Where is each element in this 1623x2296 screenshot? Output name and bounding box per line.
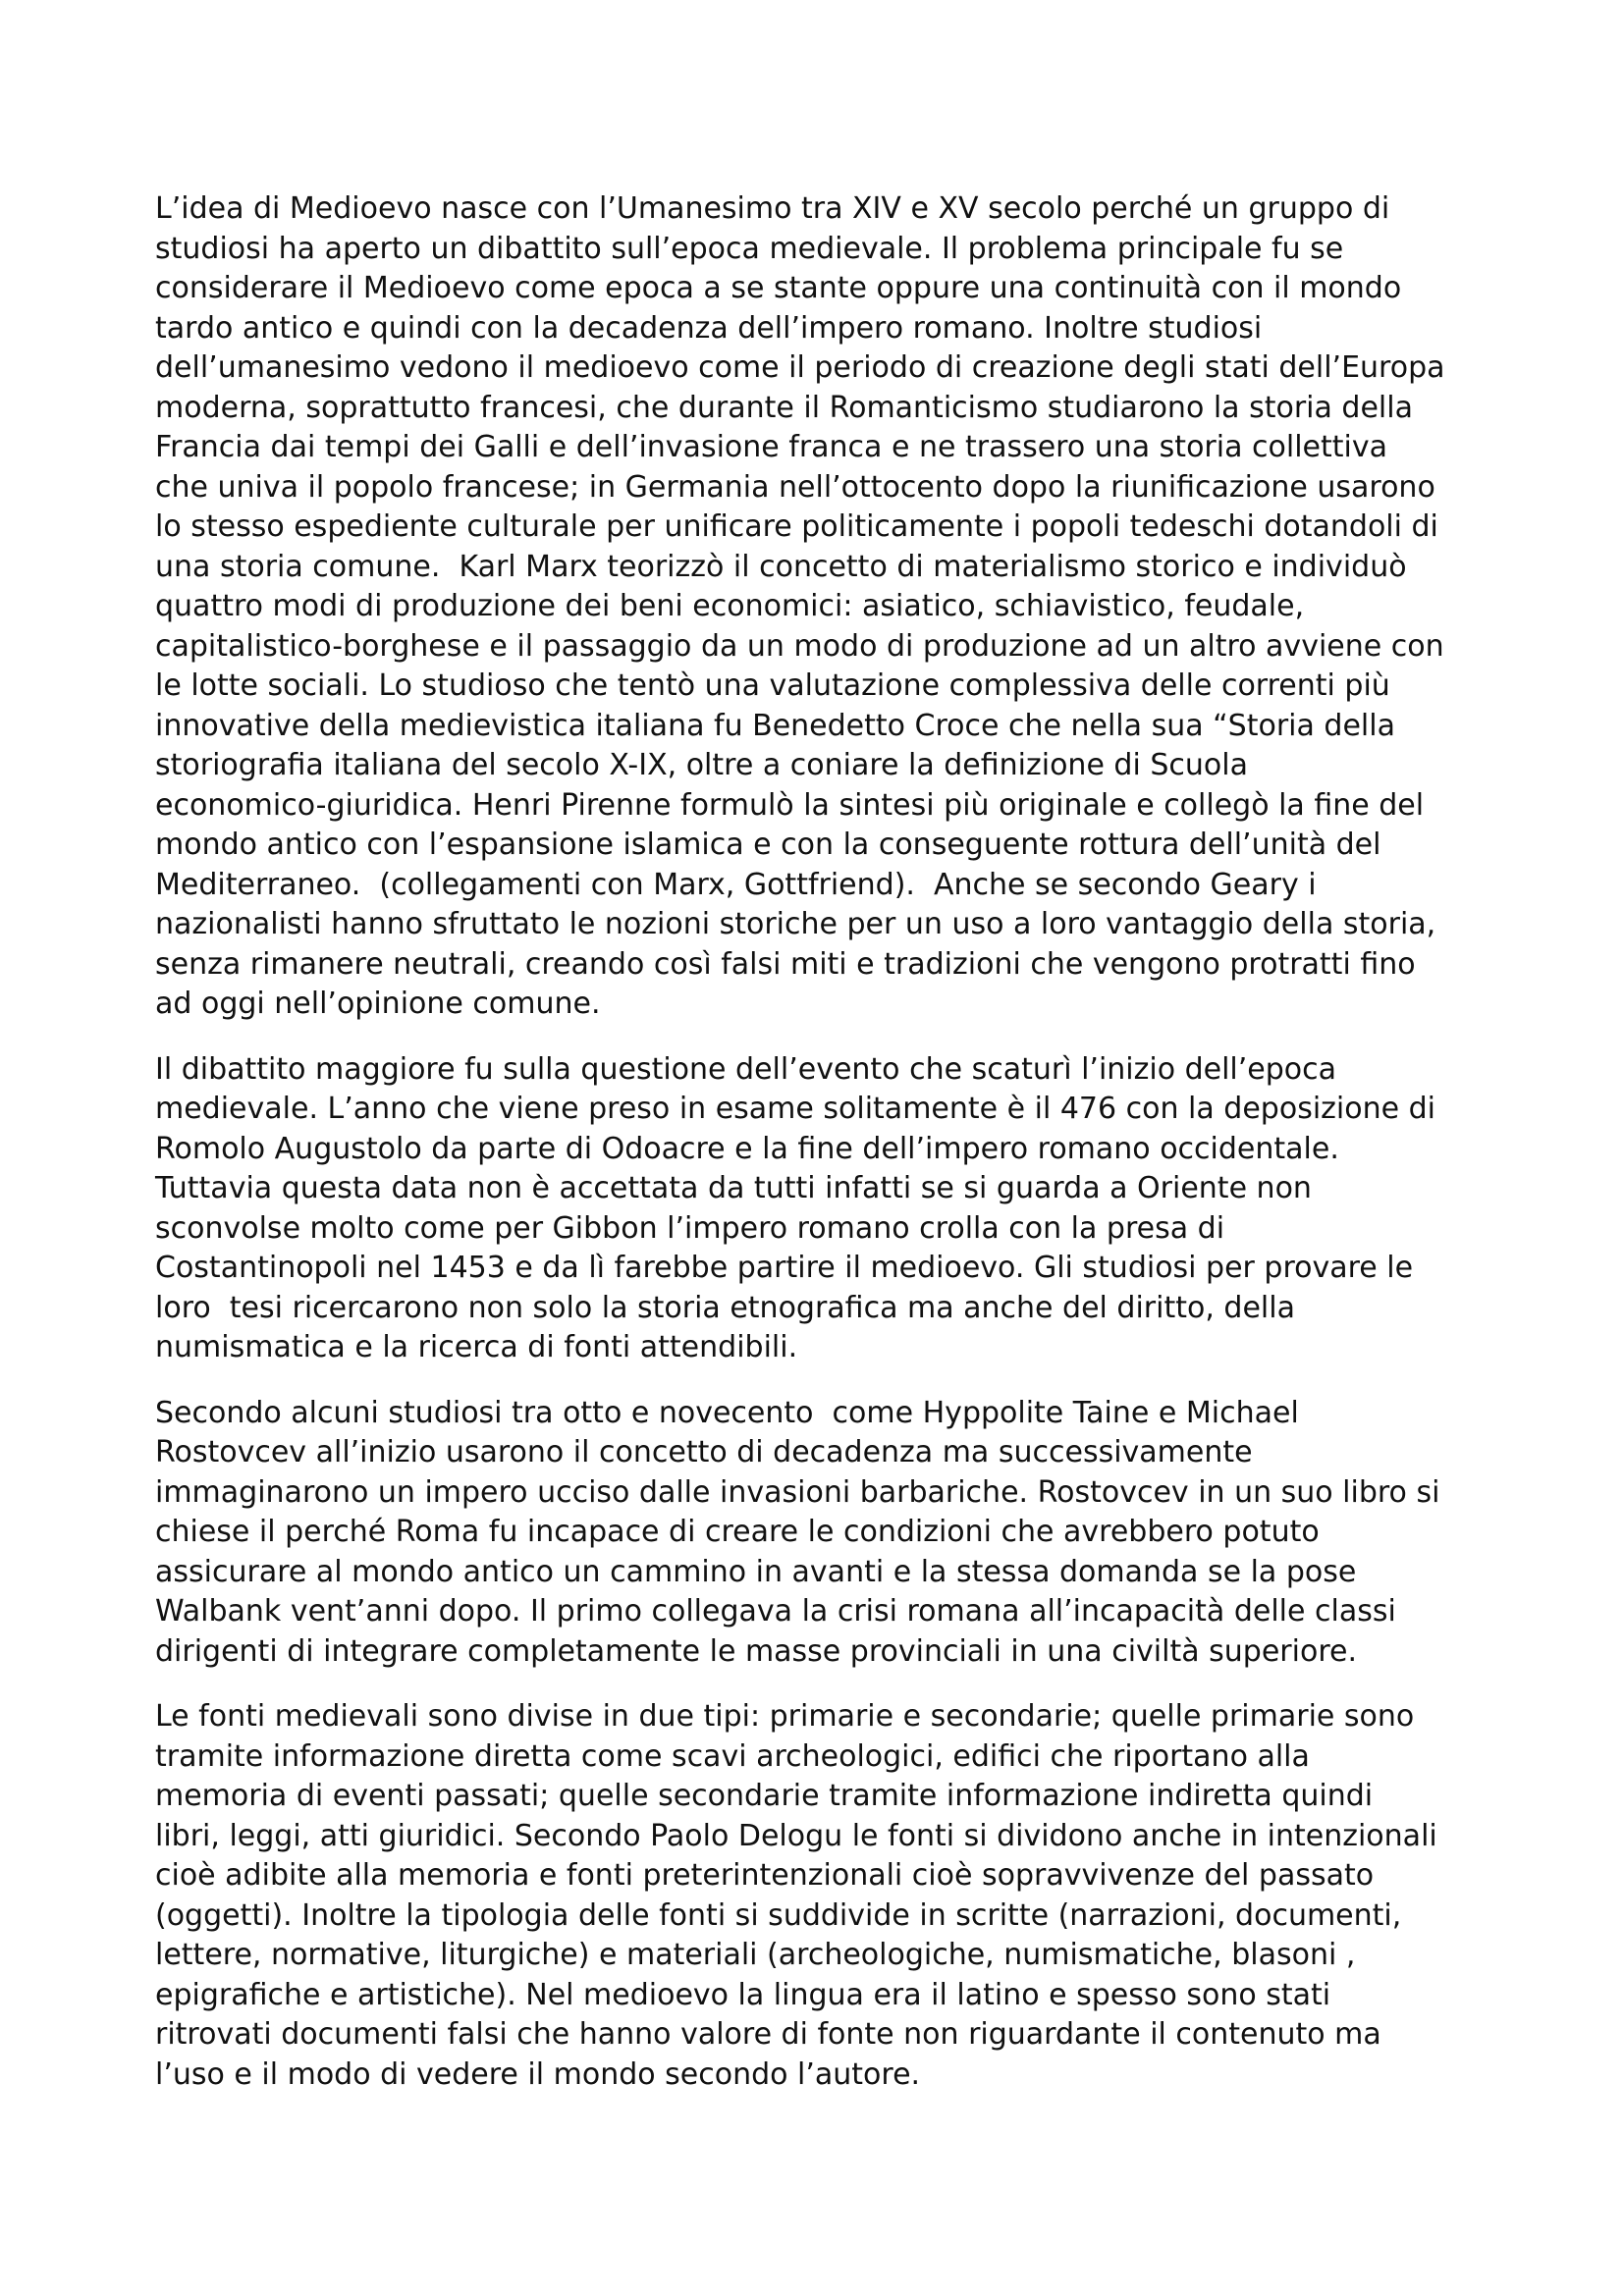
text-line: le lotte sociali. Lo studioso che tentò una valutazione complessiva delle correnti più: [155, 668, 1390, 703]
text-line: ritrovati documenti falsi che hanno valore di fonte non riguardante il contenuto ma: [155, 2017, 1381, 2052]
text-line: (oggetti). Inoltre la tipologia delle fonti si suddivide in scritte (narrazioni, documenti,: [155, 1897, 1402, 1933]
paragraph-4: [155, 1697, 1481, 2095]
text-line: considerare il Medioevo come epoca a se stante oppure una continuità con il mondo: [155, 271, 1402, 305]
text-line: assicurare al mondo antico un cammino in avanti e la stessa domanda se la pose: [155, 1554, 1357, 1589]
text-line: moderna, soprattutto francesi, che durante il Romanticismo studiarono la storia della: [155, 390, 1413, 425]
text-line: numismatica e la ricerca di fonti attendibili.: [155, 1330, 798, 1364]
text-line: Le fonti medievali sono divise in due tipi: primarie e secondarie; quelle primarie sono: [155, 1699, 1415, 1734]
text-line: loro tesi ricercarono non solo la storia etnografica ma anche del diritto, della: [155, 1290, 1295, 1325]
text-line: che univa il popolo francese; in Germania nell’ottocento dopo la riunificazione usarono: [155, 469, 1435, 505]
text-line: Mediterraneo. (collegamenti con Marx, Gottfriend). Anche se secondo Geary i: [155, 867, 1317, 902]
text-line: Walbank vent’anni dopo. Il primo collegava la crisi romana all’incapacità delle classi: [155, 1594, 1396, 1629]
text-line: Romolo Augustolo da parte di Odoacre e la fine dell’impero romano occidentale.: [155, 1131, 1339, 1166]
text-line: memoria di eventi passati; quelle secondarie tramite informazione indiretta quindi: [155, 1779, 1374, 1813]
text-line: Rostovcev all’inizio usarono il concetto di decadenza ma successivamente: [155, 1435, 1253, 1469]
text-line: cioè adibite alla memoria e fonti preterintenzionali cioè sopravvivenze del passato: [155, 1858, 1375, 1893]
text-line: Secondo alcuni studiosi tra otto e novecento come Hyppolite Taine e Michael: [155, 1395, 1299, 1430]
document-body: [155, 189, 1481, 2120]
text-line: economico-giuridica. Henri Pirenne formulò la sintesi più originale e collegò la fine del: [155, 787, 1425, 823]
text-line: mondo antico con l’espansione islamica e con la conseguente rottura dell’unità del: [155, 828, 1381, 862]
text-line: innovative della medievistica italiana fu Benedetto Croce che nella sua “Storia della: [155, 708, 1395, 743]
text-line: dell’umanesimo vedono il medioevo come il periodo di creazione degli stati dell’Europa: [155, 350, 1445, 385]
text-line: studiosi ha aperto un dibattito sull’epoca medievale. Il problema principale fu se: [155, 231, 1344, 266]
text-line: sconvolse molto come per Gibbon l’impero romano crolla con la presa di: [155, 1210, 1225, 1246]
text-line: ad oggi nell’opinione comune.: [155, 987, 601, 1021]
text-line: nazionalisti hanno sfruttato le nozioni storiche per un uso a loro vantaggio della storia,: [155, 907, 1436, 941]
text-line: dirigenti di integrare completamente le masse provinciali in una civiltà superiore.: [155, 1633, 1357, 1669]
text-line: lo stesso espediente culturale per unificare politicamente i popoli tedeschi dotandoli di: [155, 509, 1438, 544]
text-line: lettere, normative, liturgiche) e materiali (archeologiche, numismatiche, blasoni ,: [155, 1938, 1356, 1972]
text-line: immaginarono un impero ucciso dalle invasioni barbariche. Rostovcev in un suo libro si: [155, 1474, 1440, 1510]
text-line: epigrafiche e artistiche). Nel medioevo la lingua era il latino e spesso sono stati: [155, 1977, 1331, 2012]
text-line: Costantinopoli nel 1453 e da lì farebbe partire il medioevo. Gli studiosi per provare le: [155, 1251, 1414, 1285]
paragraph-3: [155, 1394, 1481, 1673]
text-line: L’idea di Medioevo nasce con l’Umanesimo tra XIV e XV secolo perché un gruppo di: [155, 191, 1390, 226]
text-line: storiografia italiana del secolo X-IX, oltre a coniare la definizione di Scuola: [155, 748, 1248, 782]
text-line: senza rimanere neutrali, creando così falsi miti e tradizioni che vengono protratti fino: [155, 946, 1416, 982]
paragraph-1: [155, 189, 1481, 1025]
text-line: capitalistico-borghese e il passaggio da un modo di produzione ad un altro avviene con: [155, 628, 1444, 664]
text-line: medievale. L’anno che viene preso in esame solitamente è il 476 con la deposizione di: [155, 1092, 1435, 1126]
text-line: quattro modi di produzione dei beni economici: asiatico, schiavistico, feudale,: [155, 589, 1305, 623]
text-line: Tuttavia questa data non è accettata da tutti infatti se si guarda a Oriente non: [155, 1171, 1312, 1205]
text-line: una storia comune. Karl Marx teorizzò il concetto di materialismo storico e individuò: [155, 549, 1407, 584]
text-line: tardo antico e quindi con la decadenza dell’impero romano. Inoltre studiosi: [155, 310, 1263, 346]
text-line: chiese il perché Roma fu incapace di creare le condizioni che avrebbero potuto: [155, 1515, 1320, 1549]
text-line: Francia dai tempi dei Galli e dell’invasione franca e ne trassero una storia collettiva: [155, 430, 1387, 464]
text-line: Il dibattito maggiore fu sulla questione dell’evento che scaturì l’inizio dell’epoca: [155, 1051, 1337, 1087]
text-line: l’uso e il modo di vedere il mondo secondo l’autore.: [155, 2056, 921, 2092]
text-line: tramite informazione diretta come scavi archeologici, edifici che riportano alla: [155, 1738, 1310, 1774]
text-line: libri, leggi, atti giuridici. Secondo Paolo Delogu le fonti si dividono anche in intenzionali: [155, 1818, 1437, 1853]
paragraph-2: [155, 1050, 1481, 1368]
